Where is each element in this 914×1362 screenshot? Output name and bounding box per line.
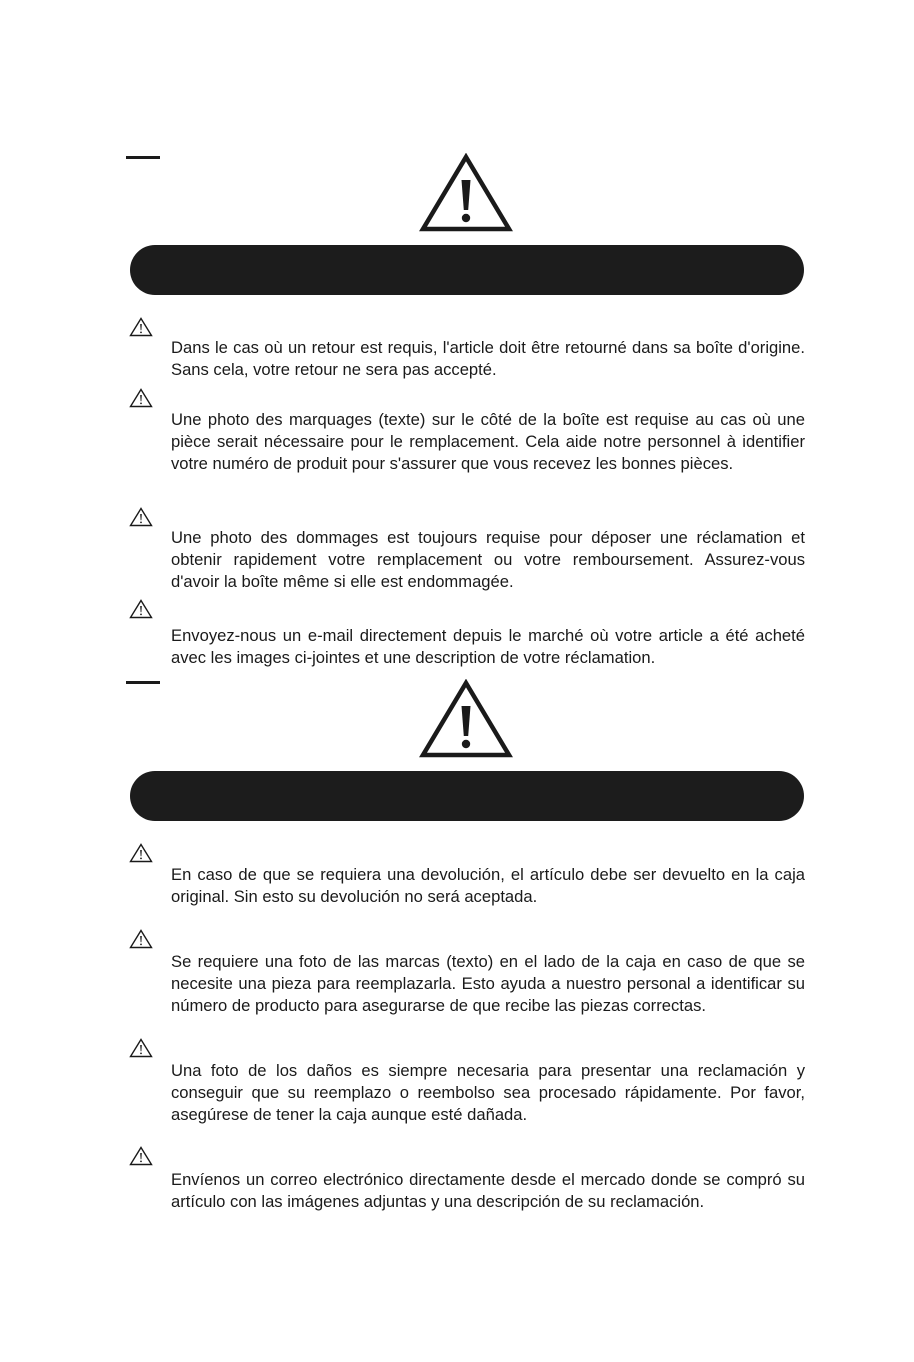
item-text: Dans le cas où un retour est requis, l'article doit être retourné dans sa boîte d'origine. Sans cela, votre retour ne sera pas accepté. [171, 338, 805, 379]
caution-icon [129, 843, 153, 863]
caution-icon [129, 1146, 153, 1166]
item-text: Une photo des marquages (texte) sur le côté de la boîte est requise au cas où une pièce serait nécessaire pour le remplacement. Cela aide notre personnel à identifier votre numéro de produit pour s'assurer que vous recevez les bonnes pièces. [171, 410, 805, 473]
section-dash [126, 681, 160, 684]
warning-triangle-icon [419, 153, 513, 233]
section-banner [130, 245, 804, 295]
caution-icon [129, 317, 153, 337]
item-text: Una foto de los daños es siempre necesaria para presentar una reclamación y conseguir que su reemplazo o reembolso sea procesado rápidamente. Por favor, asegúrese de tener la caja aunque esté dañada. [171, 1061, 805, 1124]
caution-icon [129, 507, 153, 527]
item-text: Envoyez-nous un e-mail directement depuis le marché où votre article a été acheté avec les images ci-jointes et une description de votre réclamation. [171, 626, 805, 667]
caution-icon [129, 1038, 153, 1058]
item-text: En caso de que se requiera una devolución, el artículo debe ser devuelto en la caja original. Sin esto su devolución no será aceptada. [171, 865, 805, 906]
section-banner [130, 771, 804, 821]
item-text: Une photo des dommages est toujours requise pour déposer une réclamation et obtenir rapidement votre remplacement ou votre remboursement. Assurez-vous d'avoir la boîte même si elle est endommagée. [171, 528, 805, 591]
caution-icon [129, 388, 153, 408]
section-dash [126, 156, 160, 159]
warning-triangle-icon [419, 679, 513, 759]
caution-icon [129, 929, 153, 949]
item-text: Se requiere una foto de las marcas (texto) en el lado de la caja en caso de que se necesite una pieza para reemplazarla. Esto ayuda a nuestro personal a identificar su número de producto para asegurarse de que recibe las piezas correctas. [171, 952, 805, 1015]
caution-icon [129, 599, 153, 619]
item-text: Envíenos un correo electrónico directamente desde el mercado donde se compró su artículo con las imágenes adjuntas y una descripción de su reclamación. [171, 1170, 805, 1211]
